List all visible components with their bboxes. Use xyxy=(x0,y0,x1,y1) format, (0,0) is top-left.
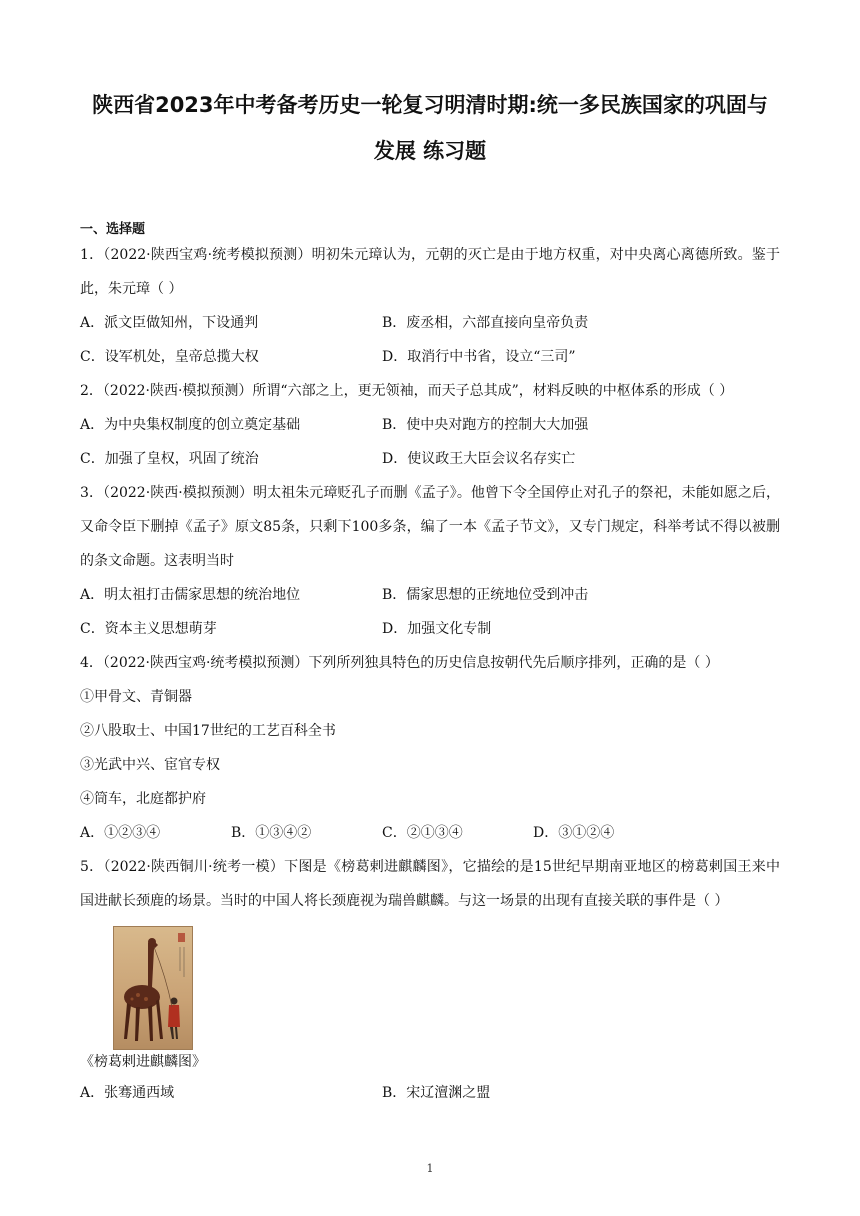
option-a: A．张骞通西域 xyxy=(80,1085,175,1101)
option-d: D．使议政王大臣会议名存实亡 xyxy=(382,451,576,467)
option-b: B．废丞相，六部直接向皇帝负责 xyxy=(382,315,589,331)
question-2-text: 2．（2022·陕西·模拟预测）所谓“六部之上，更无领袖，而天子总其成”，材料反映的中枢体系的形成（ ） xyxy=(80,383,734,399)
option-a: A．明太祖打击儒家思想的统治地位 xyxy=(80,587,301,603)
page-number: 1 xyxy=(426,1162,434,1175)
question-list xyxy=(80,238,780,1110)
question-1-options-row-2 xyxy=(80,340,780,374)
question-5-text: 5．（2022·陕西铜川·统考一模）下图是《榜葛剌进麒麟图》，它描绘的是15世纪早期南亚地区的榜葛剌国王来中国进献长颈鹿的场景。当时的中国人将长颈鹿视为瑞兽麒麟。与这一场景的出现有直接关联的事件是（ ） xyxy=(80,859,780,909)
question-5-figure xyxy=(80,926,220,1072)
question-1-text: 1．（2022·陕西宝鸡·统考模拟预测）明初朱元璋认为，元朝的灭亡是由于地方权重，对中央离心离德所致。鉴于此，朱元璋（ ） xyxy=(80,247,780,297)
question-2-options-row-2 xyxy=(80,442,780,476)
question-4-item-3: ③光武中兴、宦官专权 xyxy=(80,757,220,773)
question-4-options-row xyxy=(80,816,780,850)
option-c: C．设军机处，皇帝总揽大权 xyxy=(80,349,259,365)
question-4-text: 4．（2022·陕西宝鸡·统考模拟预测）下列所列独具特色的历史信息按朝代先后顺序排列，正确的是（ ） xyxy=(80,655,719,671)
question-2-options-row-1 xyxy=(80,408,780,442)
question-5-options-row-1 xyxy=(80,1076,780,1110)
question-4-item-1: ①甲骨文、青铜器 xyxy=(80,689,192,705)
option-b: B．①③④② xyxy=(231,825,312,841)
option-d: D．取消行中书省，设立“三司” xyxy=(382,349,576,365)
option-c: C．②①③④ xyxy=(382,825,463,841)
question-3-text: 3．（2022·陕西·模拟预测）明太祖朱元璋贬孔子而删《孟子》。他曾下令全国停止对孔子的祭祀，未能如愿之后，又命令臣下删掉《孟子》原文85条，只剩下100多条，编了一本《孟子节文》，又专门规定，科举考试不得以被删的条文命题。这表明当时 xyxy=(80,485,780,569)
giraffe-illustration xyxy=(114,927,192,1049)
question-3-options-row-2 xyxy=(80,612,780,646)
figure-caption: 《榜葛剌进麒麟图》 xyxy=(80,1054,206,1070)
question-1-options-row-1 xyxy=(80,306,780,340)
option-c: C．资本主义思想萌芽 xyxy=(80,621,217,637)
option-b: B．使中央对跑方的控制大大加强 xyxy=(382,417,589,433)
question-3-options-row-1 xyxy=(80,578,780,612)
option-a: A．为中央集权制度的创立奠定基础 xyxy=(80,417,301,433)
option-b: B．宋辽澶渊之盟 xyxy=(382,1085,491,1101)
option-a: A．①②③④ xyxy=(80,825,161,841)
section-heading: 一、选择题 xyxy=(80,222,146,237)
document-title-line-1: 陕西省2023年中考备考历史一轮复习明清时期:统一多民族国家的巩固与 xyxy=(92,93,768,117)
question-4-item-2: ②八股取士、中国17世纪的工艺百科全书 xyxy=(80,723,336,739)
option-b: B．儒家思想的正统地位受到冲击 xyxy=(382,587,589,603)
option-a: A．派文臣做知州，下设通判 xyxy=(80,315,259,331)
question-4-item-4: ④筒车，北庭都护府 xyxy=(80,791,206,807)
option-c: C．加强了皇权，巩固了统治 xyxy=(80,451,259,467)
option-d: D．③①②④ xyxy=(533,825,615,841)
giraffe-painting-image xyxy=(113,926,193,1050)
option-d: D．加强文化专制 xyxy=(382,621,492,637)
document-title-line-2: 发展 练习题 xyxy=(373,139,487,163)
